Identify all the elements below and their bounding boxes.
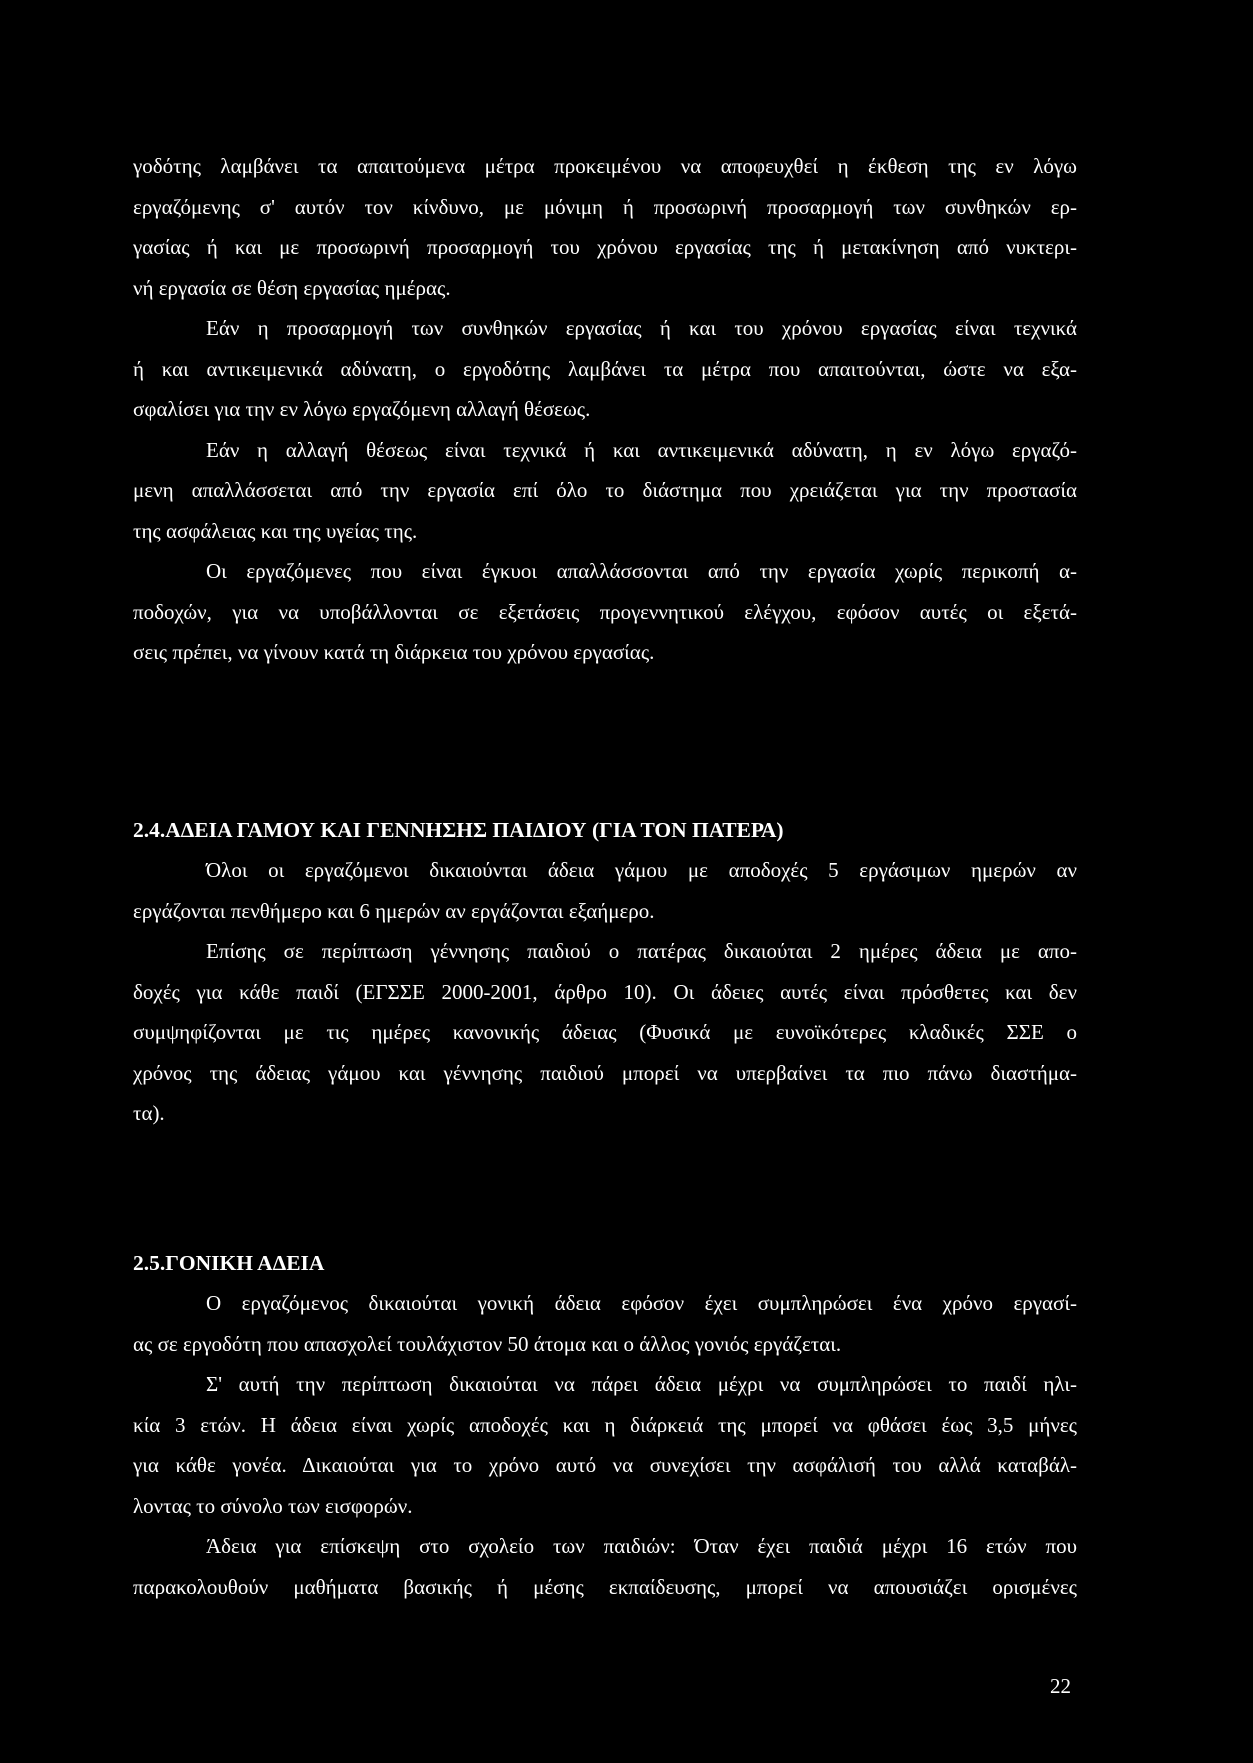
text-line: εργάζονται πενθήμερο και 6 ημερών αν εργάζονται εξαήμερο.	[133, 898, 655, 923]
text-line: Όλοι οι εργαζόμενοι δικαιούνται άδεια γάμου με αποδοχές 5 εργάσιμων ημερών αν	[206, 858, 1077, 882]
text-line: μενη απαλλάσσεται από την εργασία επί όλο το διάστημα που χρειάζεται για την προστασία	[133, 478, 1077, 502]
text-line: Οι εργαζόμενες που είναι έγκυοι απαλλάσσονται από την εργασία χωρίς περικοπή α-	[206, 559, 1077, 583]
paragraph-adaptation	[133, 308, 1077, 430]
text-line: γασίας ή και με προσωρινή προσαρμογή του χρόνου εργασίας της ή μετακίνηση από νυκτερι-	[133, 235, 1077, 259]
section-marriage-birth-leave	[133, 810, 1077, 1134]
text-line: ή και αντικειμενικά αδύνατη, ο εργοδότης λαμβάνει τα μέτρα που απαιτούνται, ώστε να εξα-	[133, 356, 1077, 381]
paragraph-marriage-leave	[133, 850, 1077, 931]
text-line: νή εργασία σε θέση εργασίας ημέρας.	[133, 275, 451, 300]
text-line: σεις πρέπει, να γίνουν κατά τη διάρκεια του χρόνου εργασίας.	[133, 640, 655, 664]
page-number: 22	[1050, 1674, 1071, 1698]
text-line: λοντας το σύνολο των εισφορών.	[133, 1493, 413, 1518]
text-line: Ο εργαζόμενος δικαιούται γονική άδεια εφόσον έχει συμπληρώσει ένα χρόνο εργασί-	[206, 1291, 1077, 1315]
text-line: κία 3 ετών. Η άδεια είναι χωρίς αποδοχές και η διάρκειά της μπορεί να φθάσει έως 3,5 μήνες	[133, 1412, 1077, 1437]
text-line: τα).	[133, 1101, 165, 1125]
text-line: για κάθε γονέα. Δικαιούται για το χρόνο αυτό να συνεχίσει την ασφάλισή του αλλά καταβάλ-	[133, 1453, 1077, 1477]
text-line: παρακολουθούν μαθήματα βασικής ή μέσης εκπαίδευσης, μπορεί να απουσιάζει ορισμένες	[133, 1574, 1077, 1599]
paragraph-position-change	[133, 430, 1077, 552]
text-line: δοχές για κάθε παιδί (ΕΓΣΣΕ 2000-2001, άρθρο 10). Οι άδειες αυτές είναι πρόσθετες και δεν	[133, 979, 1077, 1004]
section-heading: 2.5.ΓΟΝΙΚΗ ΑΔΕΙΑ	[133, 1251, 325, 1275]
text-line: της ασφάλειας και της υγείας της.	[133, 518, 418, 543]
paragraph-school-visit	[133, 1526, 1077, 1607]
text-line: συμψηφίζονται με τις ημέρες κανονικής άδειας (Φυσικά με ευνοϊκότερες κλαδικές ΣΣΕ ο	[133, 1020, 1077, 1044]
text-line: Εάν η προσαρμογή των συνθηκών εργασίας ή και του χρόνου εργασίας είναι τεχνικά	[206, 316, 1077, 340]
text-line: Σ' αυτή την περίπτωση δικαιούται να πάρει άδεια μέχρι να συμπληρώσει το παιδί ηλι-	[206, 1372, 1077, 1396]
text-line: Εάν η αλλαγή θέσεως είναι τεχνικά ή και αντικειμενικά αδύνατη, η εν λόγω εργαζό-	[206, 437, 1077, 462]
text-line: εργαζόμενης σ' αυτόν τον κίνδυνο, με μόνιμη ή προσωρινή προσαρμογή των συνθηκών ερ-	[133, 194, 1077, 219]
document-page	[133, 146, 1077, 1599]
section-heading: 2.4.ΑΔΕΙΑ ΓΑΜΟΥ ΚΑΙ ΓΕΝΝΗΣΗΣ ΠΑΙΔΙΟΥ (ΓΙΑ ΤΟΝ ΠΑΤΕΡΑ)	[133, 818, 784, 842]
text-line: ποδοχών, για να υποβάλλονται σε εξετάσεις προγεννητικού ελέγχου, εφόσον αυτές οι εξετά-	[133, 599, 1077, 624]
paragraph-parental-duration	[133, 1364, 1077, 1526]
intro-paragraph	[133, 146, 1077, 308]
text-line: σφαλίσει για την εν λόγω εργαζόμενη αλλαγή θέσεως.	[133, 397, 591, 421]
text-line: χρόνος της άδειας γάμου και γέννησης παιδιού μπορεί να υπερβαίνει τα πιο πάνω διαστήμα-	[133, 1060, 1077, 1085]
section-parental-leave	[133, 1243, 1077, 1607]
paragraph-birth-leave	[133, 931, 1077, 1134]
text-line: Επίσης σε περίπτωση γέννησης παιδιού ο πατέρας δικαιούται 2 ημέρες άδεια με απο-	[206, 939, 1077, 963]
paragraph-pregnant-exams	[133, 551, 1077, 673]
paragraph-parental-eligibility	[133, 1283, 1077, 1364]
text-line: ας σε εργοδότη που απασχολεί τουλάχιστον 50 άτομα και ο άλλος γονιός εργάζεται.	[133, 1331, 842, 1356]
text-line: γοδότης λαμβάνει τα απαιτούμενα μέτρα προκειμένου να αποφευχθεί η έκθεση της εν λόγω	[133, 154, 1077, 178]
text-line: Άδεια για επίσκεψη στο σχολείο των παιδιών: Όταν έχει παιδιά μέχρι 16 ετών που	[206, 1534, 1077, 1558]
